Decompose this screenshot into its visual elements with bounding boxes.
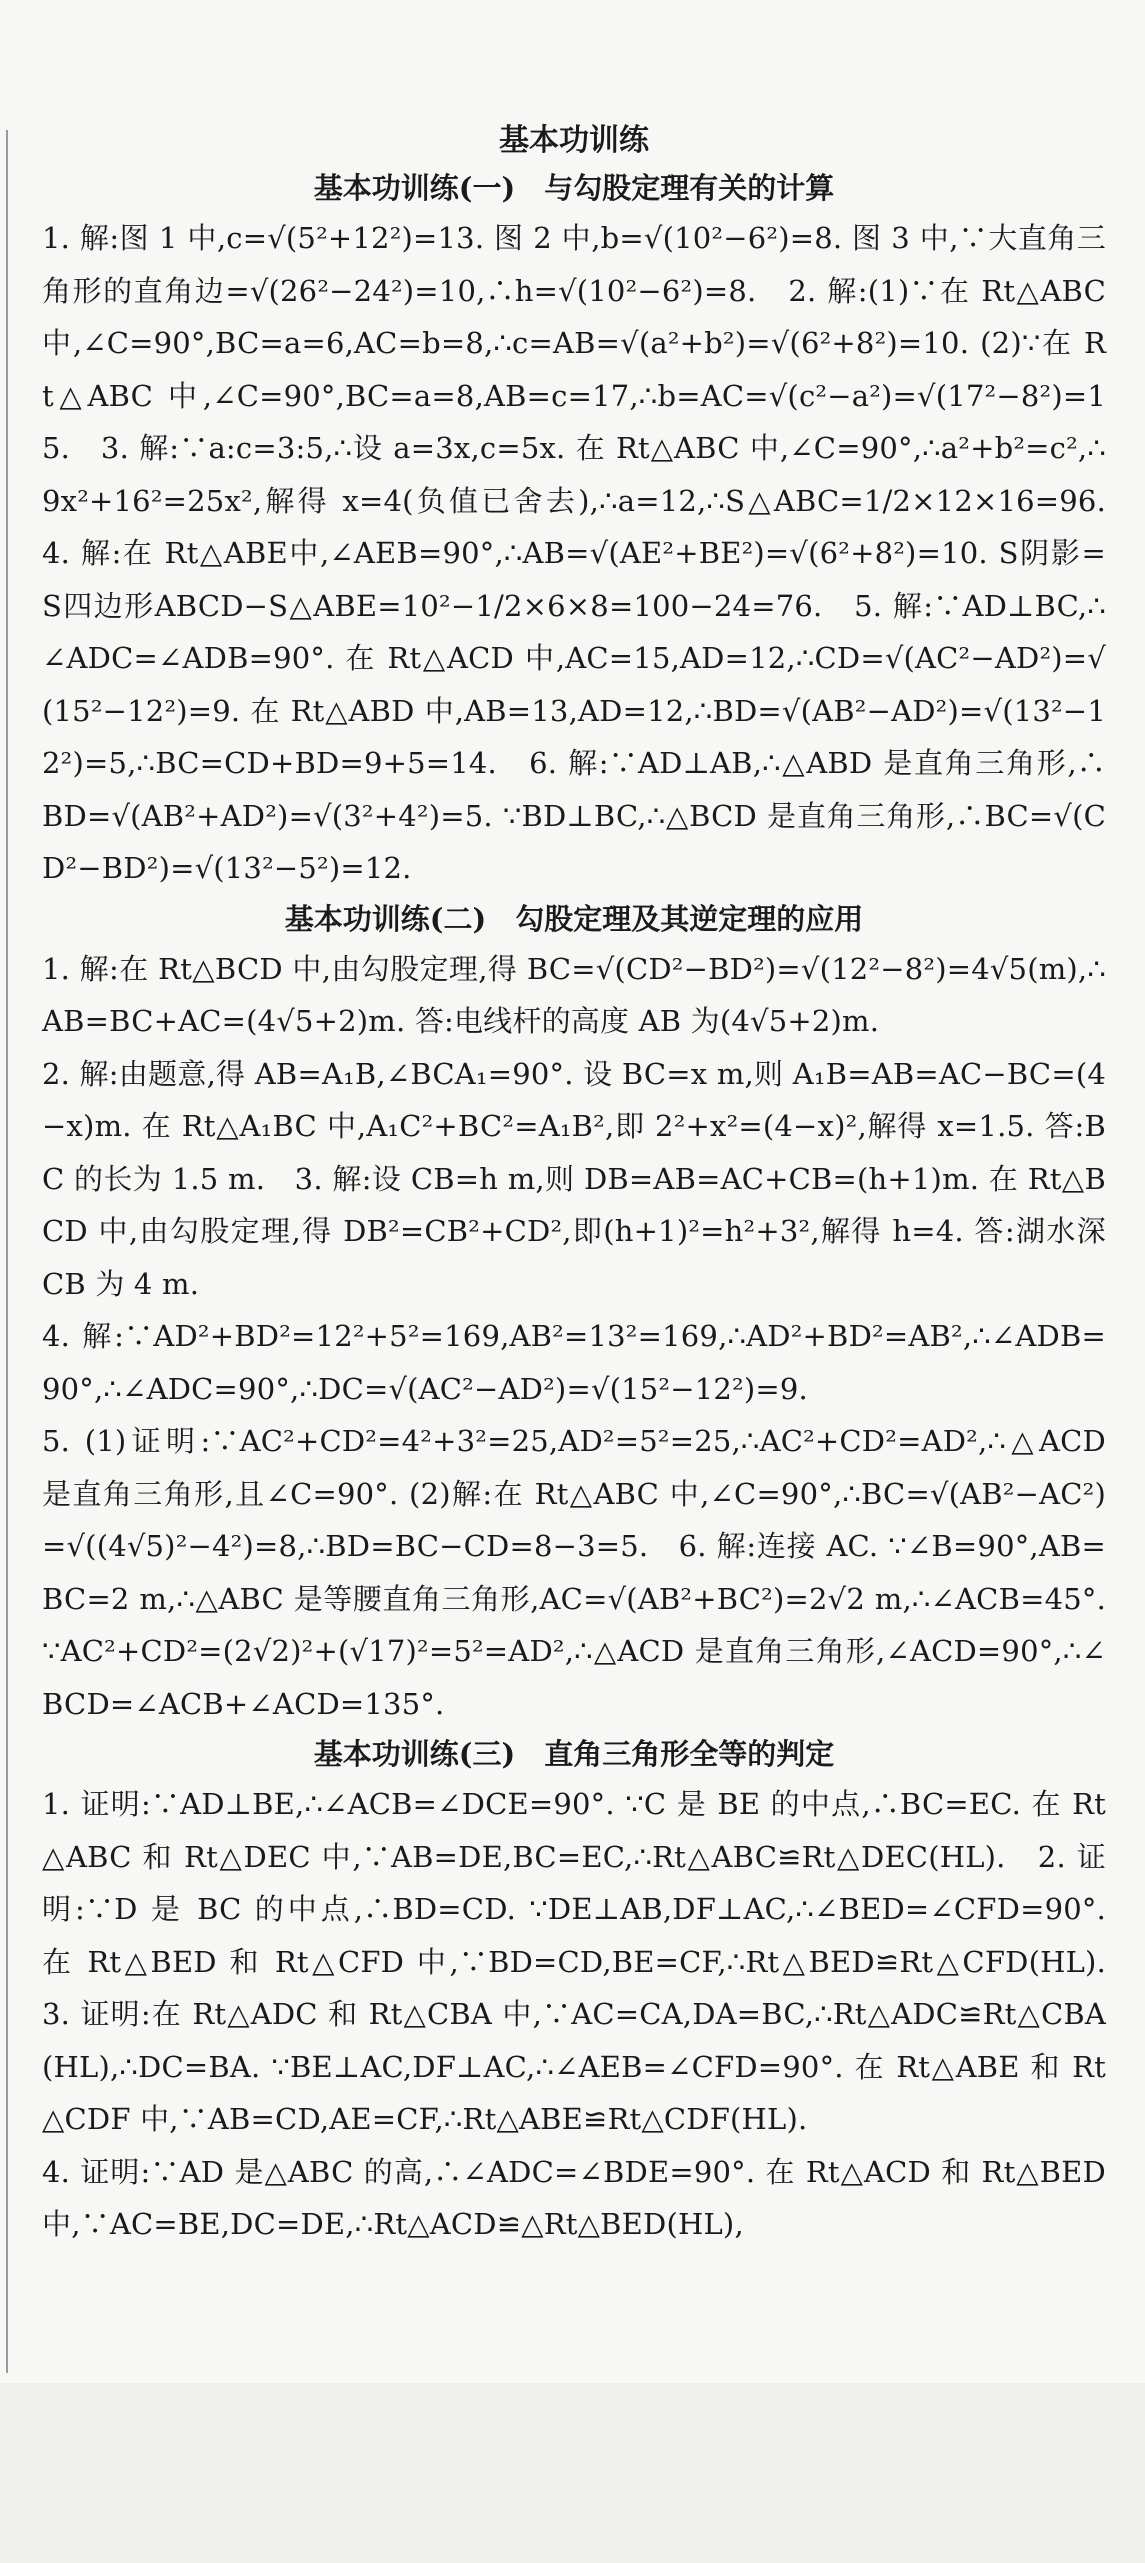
section-training-2 [42, 895, 1106, 1731]
section-title: 基本功训练(一) 与勾股定理有关的计算 [313, 171, 835, 205]
answer-paragraph: 5. (1)证明:∵AC²+CD²=4²+3²=25,AD²=5²=25,∴AC²+CD²=AD²,∴△ACD 是直角三角形,且∠C=90°. (2)解:在 Rt△ABC 中,∠C=90°,∴BC=√(AB²−AC²)=√((4√5)²−4²)=8,∴BD=BC−CD=8−3=5. 6. 解:连接 AC. ∵∠B=90°,AB=BC=2 m,∴△ABC 是等腰直角三角形,AC=√(AB²+BC²)=2√2 m,∴∠ACB=45°. ∵AC²+CD²=(2√2)²+(√17)²=5²=AD²,∴△ACD 是直角三角形,∠ACD=90°,∴∠BCD=∠ACB+∠ACD=135°. [42, 1424, 1106, 1721]
answer-paragraph: 2. 解:由题意,得 AB=A₁B,∠BCA₁=90°. 设 BC=x m,则 A₁B=AB=AC−BC=(4−x)m. 在 Rt△A₁BC 中,A₁C²+BC²=A₁B²,即 2²+x²=(4−x)²,解得 x=1.5. 答:BC 的长为 1.5 m. 3. 解:设 CB=h m,则 DB=AB=AC+CB=(h+1)m. 在 Rt△BCD 中,由勾股定理,得 DB²=CB²+CD²,即(h+1)²=h²+3²,解得 h=4. 答:湖水深 CB 为 4 m. [42, 1056, 1106, 1301]
section-title: 基本功训练(三) 直角三角形全等的判定 [313, 1737, 835, 1771]
answer-paragraph: 1. 解:在 Rt△BCD 中,由勾股定理,得 BC=√(CD²−BD²)=√(12²−8²)=4√5(m),∴AB=BC+AC=(4√5+2)m. 答:电线杆的高度 AB 为(4√5+2)m. [42, 951, 1106, 1038]
answer-paragraph: 4. 解:∵AD²+BD²=12²+5²=169,AB²=13²=169,∴AD²+BD²=AB²,∴∠ADB=90°,∴∠ADC=90°,∴DC=√(AC²−AD²)=√(15²−12²)=9. [42, 1319, 1106, 1406]
page-bottom-margin [0, 2383, 1145, 2563]
margin-rule [6, 130, 8, 2373]
section-title: 基本功训练(二) 勾股定理及其逆定理的应用 [284, 901, 864, 936]
section-training-3 [42, 1730, 1136, 2251]
page-content [42, 118, 1136, 2251]
answer-paragraph: 1. 解:图 1 中,c=√(5²+12²)=13. 图 2 中,b=√(10²−6²)=8. 图 3 中,∵大直角三角形的直角边=√(26²−24²)=10,∴h=√(10²−6²)=8. 2. 解:(1)∵在 Rt△ABC 中,∠C=90°,BC=a=6,AC=b=8,∴c=AB=√(a²+b²)=√(6²+8²)=10. (2)∵在 Rt△ABC 中,∠C=90°,BC=a=8,AB=c=17,∴b=AC=√(c²−a²)=√(17²−8²)=15. 3. 解:∵a:c=3:5,∴设 a=3x,c=5x. 在 Rt△ABC 中,∠C=90°,∴a²+b²=c²,∴9x²+16²=25x²,解得 x=4(负值已舍去),∴a=12,∴S△ABC=1/2×12×16=96. 4. 解:在 Rt△ABE中,∠AEB=90°,∴AB=√(AE²+BE²)=√(6²+8²)=10. S阴影=S四边形ABCD−S△ABE=10²−1/2×6×8=100−24=76. 5. 解:∵AD⊥BC,∴∠ADC=∠ADB=90°. 在 Rt△ACD 中,AC=15,AD=12,∴CD=√(AC²−AD²)=√(15²−12²)=9. 在 Rt△ABD 中,AB=13,AD=12,∴BD=√(AB²−AD²)=√(13²−12²)=5,∴BC=CD+BD=9+5=14. 6. 解:∵AD⊥AB,∴△ABD 是直角三角形,∴BD=√(AB²+AD²)=√(3²+4²)=5. ∵BD⊥BC,∴△BCD 是直角三角形,∴BC=√(CD²−BD²)=√(13²−5²)=12. [42, 221, 1136, 885]
section-training-1 [42, 164, 1136, 895]
page-title: 基本功训练 [499, 123, 649, 158]
answer-paragraph: 4. 证明:∵AD 是△ABC 的高,∴∠ADC=∠BDE=90°. 在 Rt△ACD 和 Rt△BED 中,∵AC=BE,DC=DE,∴Rt△ACD≌△Rt△BED(HL), [42, 2154, 1106, 2241]
answer-paragraph: 1. 证明:∵AD⊥BE,∴∠ACB=∠DCE=90°. ∵C 是 BE 的中点,∴BC=EC. 在 Rt△ABC 和 Rt△DEC 中,∵AB=DE,BC=EC,∴Rt△ABC≌Rt△DEC(HL). 2. 证明:∵D 是 BC 的中点,∴BD=CD. ∵DE⊥AB,DF⊥AC,∴∠BED=∠CFD=90°. 在 Rt△BED 和 Rt△CFD 中,∵BD=CD,BE=CF,∴Rt△BED≌Rt△CFD(HL). 3. 证明:在 Rt△ADC 和 Rt△CBA 中,∵AC=CA,DA=BC,∴Rt△ADC≌Rt△CBA(HL),∴DC=BA. ∵BE⊥AC,DF⊥AC,∴∠AEB=∠CFD=90°. 在 Rt△ABE 和 Rt△CDF 中,∵AB=CD,AE=CF,∴Rt△ABE≌Rt△CDF(HL). [42, 1787, 1136, 2136]
